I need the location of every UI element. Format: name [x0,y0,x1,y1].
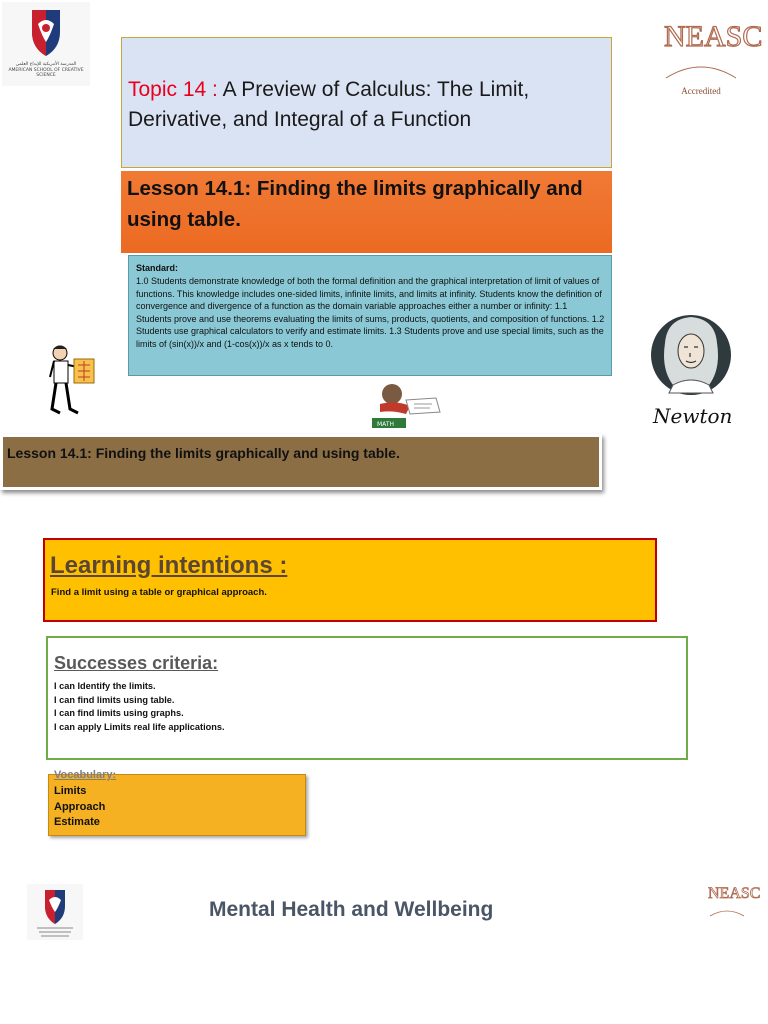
vocabulary-item: Estimate [54,816,100,828]
standard-label: Standard: [136,263,179,273]
newton-portrait [647,305,735,430]
topic-prefix: Topic 14 : [128,78,218,101]
topic-heading [128,75,601,135]
student-books-icon [366,380,446,432]
criteria-item: I can find limits using table. [54,694,175,705]
neasc-logo [656,16,763,102]
newton-caption: Newton [653,404,733,428]
lesson-title: Lesson 14.1: Finding the limits graphically and using table. [127,177,583,231]
neasc-small-letters: NEASC [708,885,761,902]
teacher-icon [46,343,102,417]
neasc-small-icon [704,880,761,924]
school-shield-small-icon [27,884,83,940]
teacher-clipart [46,343,102,417]
vocabulary-title: Vocabulary: [54,769,117,781]
neasc-logo-footer [704,880,761,924]
neasc-emblem-icon [656,16,763,86]
learning-intentions-title: Learning intentions : [50,552,288,579]
lesson-box [121,171,612,253]
topic-box [121,37,612,168]
criteria-item: I can apply Limits real life applications. [54,721,225,732]
school-caption-arabic: المدرسة الأمريكية للإبداع العلمي [15,62,77,67]
vocabulary-item: Approach [54,800,106,813]
topic-title: A Preview of Calculus: The Limit, Derivative, and Integral of a Function [128,78,530,131]
vocabulary-item: Limits [54,785,87,797]
learning-intentions-box [43,538,657,622]
standard-box [128,255,612,376]
student-reading-clipart [366,380,446,432]
school-logo-footer [27,884,83,940]
criteria-item: I can Identify the limits. [54,681,156,691]
learning-intentions-text: Find a limit using a table or graphical approach. [51,587,267,598]
success-criteria-box [46,636,688,760]
success-criteria-title: Successes criteria: [54,653,219,673]
banner-text: Lesson 14.1: Finding the limits graphically and using table. [7,445,400,461]
standard-text: 1.0 Students demonstrate knowledge of both the formal definition and the graphical interpretation of limit of values of functions. This knowledge includes one-sided limits, infinite limits, and limits at infinity. Students know the definition of convergence and divergence of a function as the domain variable approaches either a number or infinity: 1.1 Students prove and use theorems evaluating the limits of sums, products, quotients, and composition of functions. 1.2 Students use graphical calculators to verify and estimate limits. 1.3 Students prove and use special limits, such as the limits of (sin(x))/x and (1-cos(x))/x as x tends to 0. [136,276,605,349]
school-caption-english: AMERICAN SCHOOL OF CREATIVE SCIENCE [8,67,84,78]
math-book-label: MATH [377,421,394,428]
footer-title: Mental Health and Wellbeing [209,898,494,921]
vocabulary-list [54,784,105,831]
neasc-letters: NEASC [664,20,763,53]
vocabulary-box [48,769,306,836]
criteria-item: I can find limits using graphs. [54,708,184,718]
school-logo [2,2,90,86]
newton-icon [647,305,735,430]
success-criteria-list [54,680,225,734]
lesson-banner [0,434,602,490]
school-shield-icon [2,2,90,62]
neasc-accredited-label: Accredited [681,86,721,96]
